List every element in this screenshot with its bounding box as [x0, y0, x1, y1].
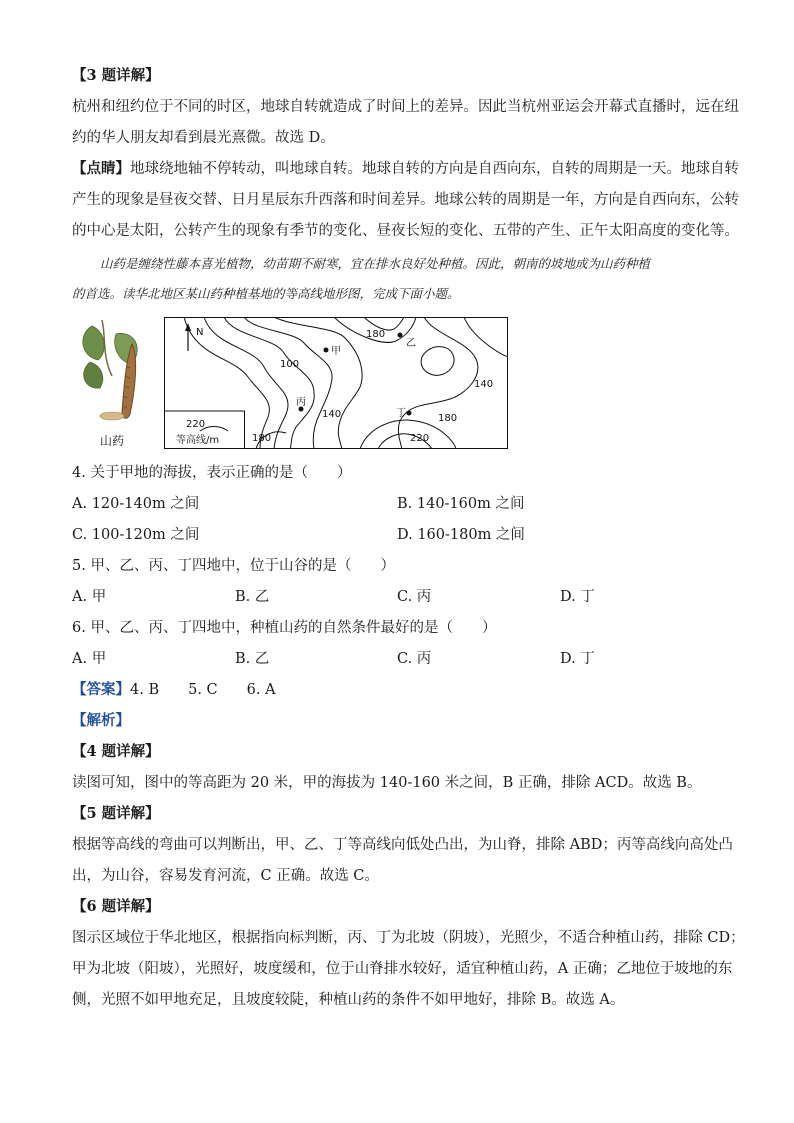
q3-heading: 【3 题详解】: [72, 67, 160, 84]
yam-illustration: [72, 316, 154, 426]
contour-label-180-right: 180: [438, 413, 458, 424]
tip-text-line3: 的中心是太阳，公转产生的现象有季节的变化、昼夜长短的变化、五带的产生、正午太阳高度的变化等。: [72, 223, 739, 239]
place-yi-dot: [398, 333, 403, 338]
place-bing: 丙: [296, 397, 306, 408]
tip-line1: [72, 159, 739, 179]
q6-option-a: A. 甲: [72, 651, 107, 667]
contour-label-180-bottom: 180: [252, 433, 272, 444]
place-ding: 丁: [396, 408, 406, 419]
legend-value: 220: [186, 419, 206, 430]
q6-option-c: C. 丙: [397, 651, 432, 667]
d4-heading: 【4 题详解】: [72, 743, 160, 760]
yam-label: 山药: [100, 434, 125, 448]
tip-text-line1: 地球绕地轴不停转动，叫地球自转。地球自转的方向是自西向东，自转的周期是一天。地球自转: [130, 161, 739, 177]
legend-text: 等高线/m: [176, 435, 220, 446]
d6-text-line2: 甲为北坡（阳坡），光照好，坡度缓和，位于山脊排水较好，适宜种植山药，A 正确；乙地位于坡地的东: [72, 961, 733, 977]
q5-stem: 5. 甲、乙、丙、丁四地中，位于山谷的是（ ）: [72, 558, 395, 574]
q4-option-b: B. 140-160m 之间: [397, 496, 525, 512]
contour-label-100: 100: [280, 359, 300, 370]
q3-text-line2: 约的华人朋友却看到晨光熹微。故选 D。: [72, 130, 335, 146]
q5-option-b: B. 乙: [235, 589, 270, 605]
q4-option-d: D. 160-180m 之间: [397, 527, 525, 543]
answer-label: 【答案】: [72, 681, 130, 698]
contour-label-220: 220: [410, 433, 430, 444]
tip-label: 【点睛】: [72, 160, 130, 177]
q3-text-line1: 杭州和纽约位于不同的时区，地球自转就造成了时间上的差异。因此当杭州亚运会开幕式直播时，远在纽: [72, 99, 739, 115]
place-jia: 甲: [331, 346, 341, 357]
place-ding-dot: [407, 411, 412, 416]
d5-text-line1: 根据等高线的弯曲可以判断出，甲、乙、丁等高线向低处凸出，为山脊，排除 ABD；丙等高线向高处凸: [72, 837, 733, 853]
contour-label-140-right: 140: [474, 379, 494, 390]
answer-line: [72, 680, 276, 700]
q6-option-d: D. 丁: [560, 651, 595, 667]
north-label: N: [196, 327, 204, 338]
d6-text-line1: 图示区域位于华北地区，根据指向标判断，丙、丁为北坡（阴坡），光照少，不适合种植山药，排除 CD；: [72, 930, 745, 946]
q4-option-a: A. 120-140m 之间: [72, 496, 200, 512]
contour-map: [164, 317, 508, 449]
intro-line1: 山药是缠绕性藤本喜光植物，幼苗期不耐寒，宜在排水良好处种植。因此，朝南的坡地成为山药种植: [100, 256, 651, 271]
q4-stem: 4. 关于甲地的海拔，表示正确的是（ ）: [72, 465, 352, 481]
intro-line2: 的首选。读华北地区某山药种植基地的等高线地形图，完成下面小题。: [72, 286, 460, 301]
place-jia-dot: [324, 348, 329, 353]
d4-text-line1: 读图可知，图中的等高距为 20 米，甲的海拔为 140-160 米之间，B 正确，排除 ACD。故选 B。: [72, 775, 702, 791]
d6-text-line3: 侧，光照不如甲地充足，且坡度较陡，种植山药的条件不如甲地好，排除 B。故选 A。: [72, 992, 625, 1008]
tip-text-line2: 产生的现象是昼夜交替、日月星辰东升西落和时间差异。地球公转的周期是一年，方向是自西向东，公转: [72, 192, 739, 208]
answer-text: 4. B 5. C 6. A: [130, 682, 276, 698]
q6-option-b: B. 乙: [235, 651, 270, 667]
contour-label-140-center: 140: [322, 409, 342, 420]
q5-option-d: D. 丁: [560, 589, 595, 605]
d5-heading: 【5 题详解】: [72, 805, 160, 822]
q5-option-c: C. 丙: [397, 589, 432, 605]
q6-stem: 6. 甲、乙、丙、丁四地中，种植山药的自然条件最好的是（ ）: [72, 620, 497, 636]
analysis-label: 【解析】: [72, 712, 130, 729]
d6-heading: 【6 题详解】: [72, 898, 160, 915]
place-yi: 乙: [406, 338, 416, 349]
q5-option-a: A. 甲: [72, 589, 107, 605]
d5-text-line2: 出，为山谷，容易发育河流，C 正确。故选 C。: [72, 868, 379, 884]
contour-label-180-top: 180: [366, 329, 386, 340]
q4-option-c: C. 100-120m 之间: [72, 527, 200, 543]
